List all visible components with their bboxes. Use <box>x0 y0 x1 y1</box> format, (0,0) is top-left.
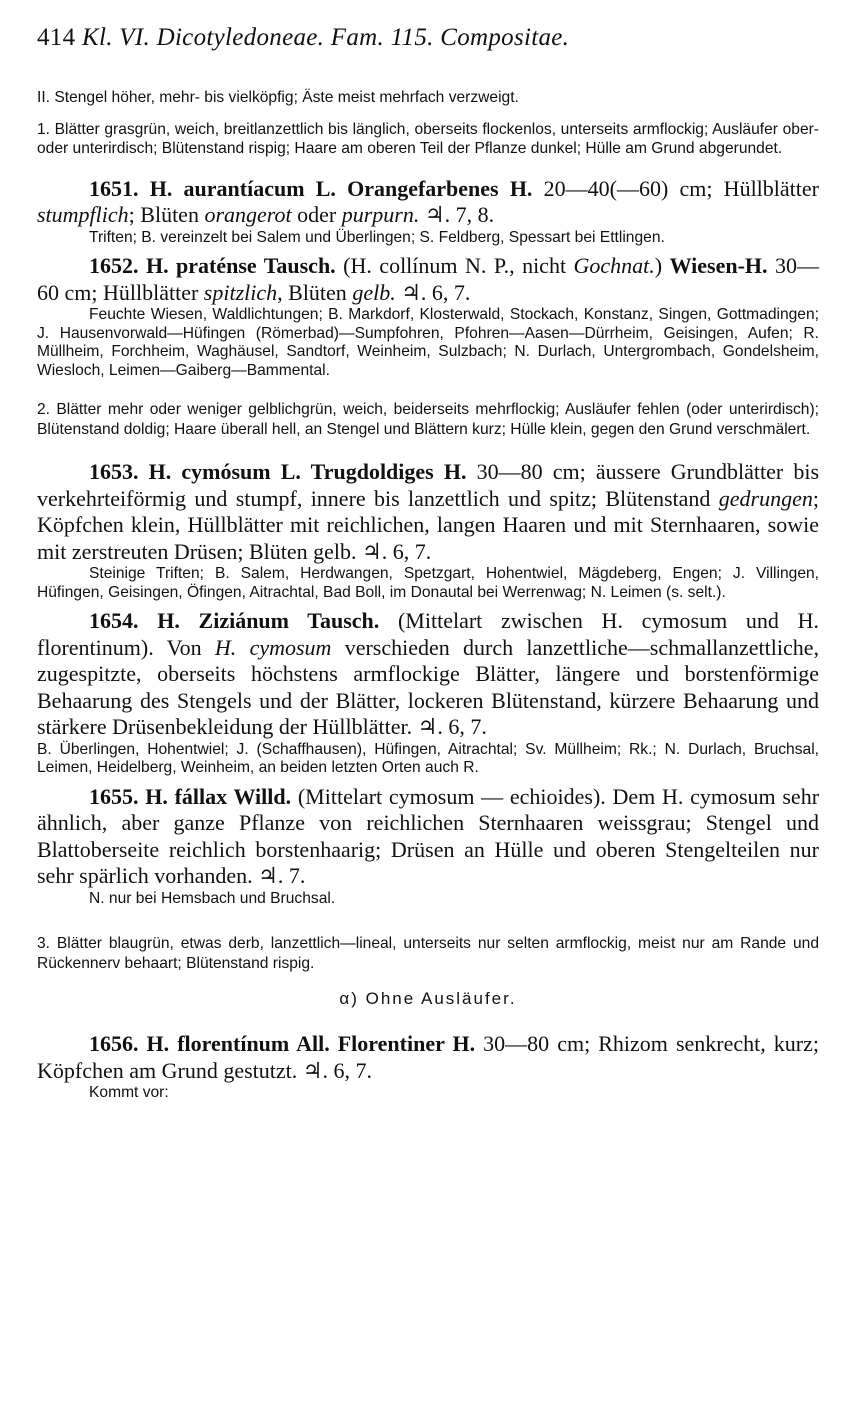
running-header <box>37 24 819 52</box>
species-name: H. aurantíacum L. Orangefarbenes H. <box>149 175 533 201</box>
locality-1651: Triften; B. vereinzelt bei Salem und Überlingen; S. Feldberg, Spessart bei Ettlingen. <box>89 228 665 246</box>
species-name: H. florentínum All. Florentiner H. <box>146 1031 476 1056</box>
locality-1655: N. nur bei Hemsbach und Bruchsal. <box>89 889 336 907</box>
header-text: Kl. VI. Dicotyledoneae. Fam. 115. Compositae. <box>81 24 570 51</box>
entry-italic: stumpflich <box>37 202 129 227</box>
entry-text: oder <box>297 202 337 227</box>
entry-number: 1653. <box>89 459 139 484</box>
entry-italic: H. cymosum <box>214 634 332 660</box>
page-number: 414 <box>37 24 76 51</box>
entry-text: (Mittelart cymosum — echioides). Dem H. cymosum sehr ähnlich, aber ganze Pflanze von reichlichen Sternhaaren weissgrau; Stengel und Blattoberseite reichlich borstenhaarig; Drüsen an Hülle und oberen Stengelteilen nur sehr spärlich vorhanden. ♃. 7. <box>37 783 820 888</box>
entry-italic: Gochnat. <box>573 253 655 278</box>
key-2: 2. Blätter mehr oder weniger gelblichgrün, weich, beiderseits mehrflockig; Ausläufer fehlen (oder unterirdisch); Blütenstand doldig; Haare überall hell, an Stengel und Blättern kurz; Hülle klein, gegen den Grund verschmälert. <box>37 401 819 438</box>
entry-italic: gelb. <box>352 279 396 305</box>
species-name: H. cymósum L. Trugdoldiges H. <box>148 459 467 484</box>
entry-text: ♃. 6, 7. <box>401 279 471 305</box>
species-name: H. praténse Tausch. <box>145 253 336 278</box>
locality-1656: Kommt vor: <box>89 1084 169 1101</box>
key-1: 1. Blätter grasgrün, weich, breitlanzettlich bis länglich, oberseits flockenlos, unterseits armflockig; Ausläufer ober- oder unterirdisch; Blütenstand rispig; Haare am oberen Teil der Pflanze dunkel; Hülle am Grund abgerundet. <box>37 120 819 157</box>
entry-text: 30—80 cm; Rhizom senkrecht, kurz; Köpfchen am Grund gestutzt. ♃. 6, 7. <box>37 1031 820 1083</box>
key-3: 3. Blätter blaugrün, etwas derb, lanzettlich—lineal, unterseits nur selten armflockig, meist nur am Rande und Rückennerv behaart; Blütenstand rispig. <box>37 935 819 972</box>
entry-text: ♃. 7, 8. <box>424 202 495 227</box>
key-ii: II. Stengel höher, mehr- bis vielköpfig; Äste meist mehrfach verzweigt. <box>37 89 519 106</box>
entry-number: 1656. <box>89 1031 139 1056</box>
entry-1654 <box>37 608 819 741</box>
entry-1653 <box>37 459 819 565</box>
entry-text: 30—80 cm; äussere Grundblätter bis verkehrteiförmig und stumpf, innere bis lanzettlich und spitz; Blütenstand <box>37 459 819 511</box>
entry-text: 20—40(—60) cm; Hüllblätter <box>543 175 819 201</box>
entry-italic: purpurn. <box>341 202 420 227</box>
entry-text: ; Köpfchen klein, Hüllblätter mit reichlichen, langen Haaren und mit Sternhaaren, sowie mit zerstreuten Drüsen; Blüten gelb. ♃. 6, 7. <box>37 485 819 564</box>
entry-1655 <box>37 784 819 890</box>
entry-number: 1651. <box>89 175 139 201</box>
page <box>37 24 819 1109</box>
entry-1652 <box>37 253 819 306</box>
species-common-name: Wiesen-H. <box>669 253 768 278</box>
entry-number: 1655. <box>89 783 139 809</box>
species-name: H. Ziziánum Tausch. <box>157 608 380 633</box>
entry-text: 30—60 cm; Hüllblätter <box>37 253 819 305</box>
entry-italic: orangerot <box>204 202 292 227</box>
entry-text: ) <box>654 253 663 278</box>
entry-1656 <box>37 1031 819 1084</box>
locality-1652: Feuchte Wiesen, Waldlichtungen; B. Markdorf, Klosterwald, Stockach, Konstanz, Singen, Gottmadingen; J. Hausenvorwald—Hüfingen (Römerbad)—Sumpfohren, Pfohren—Aasen—Dürrheim, Geisingen, Aufen; R. Müllheim, Forchheim, Waghäusel, Sandtorf, Weinheim, Sulzbach; N. Durlach, Untergrombach, Gondelsheim, Wiesloch, Leimen—Gaiberg—Bammental. <box>37 306 819 379</box>
entry-text: (Mittelart zwischen H. cymosum und H. florentinum). Von <box>37 608 820 660</box>
entry-text: verschieden durch lanzettliche—schmallanzettliche, zugespitzte, oberseits höchstens armflockige Blätter, längere und borstenförmige Behaarung des Stengels und der Blätter, lockeren Blütenstand, kürzere Behaarung und stärkere Drüsenbekleidung der Hüllblätter. ♃. 6, 7. <box>37 634 819 739</box>
locality-1654: B. Überlingen, Hohentwiel; J. (Schaffhausen), Hüfingen, Aitrachtal; Sv. Müllheim; Rk.; N. Durlach, Bruchsal, Leimen, Heidelberg, Weinheim, an beiden letzten Orten auch R. <box>37 740 819 776</box>
species-name: H. fállax Willd. <box>145 783 292 809</box>
entry-1651 <box>37 176 819 229</box>
entry-italic: gedrungen <box>718 485 813 511</box>
entry-number: 1654. <box>89 608 139 633</box>
entry-italic: spitzlich <box>203 279 278 305</box>
locality-1653: Steinige Triften; B. Salem, Herdwangen, Spetzgart, Hohentwiel, Mägdeberg, Engen; J. Villingen, Hüfingen, Geisingen, Öfingen, Aitrachtal, Bad Boll, im Donautal bei Werrenwag; N. Leimen (s. selt.). <box>37 565 819 601</box>
entry-text: (H. collínum N. P., nicht <box>343 253 567 278</box>
entry-number: 1652. <box>89 253 139 278</box>
entry-text: ; Blüten <box>128 202 199 227</box>
entry-text: , Blüten <box>277 279 347 305</box>
subsection-heading: α) Ohne Ausläufer. <box>339 989 517 1008</box>
